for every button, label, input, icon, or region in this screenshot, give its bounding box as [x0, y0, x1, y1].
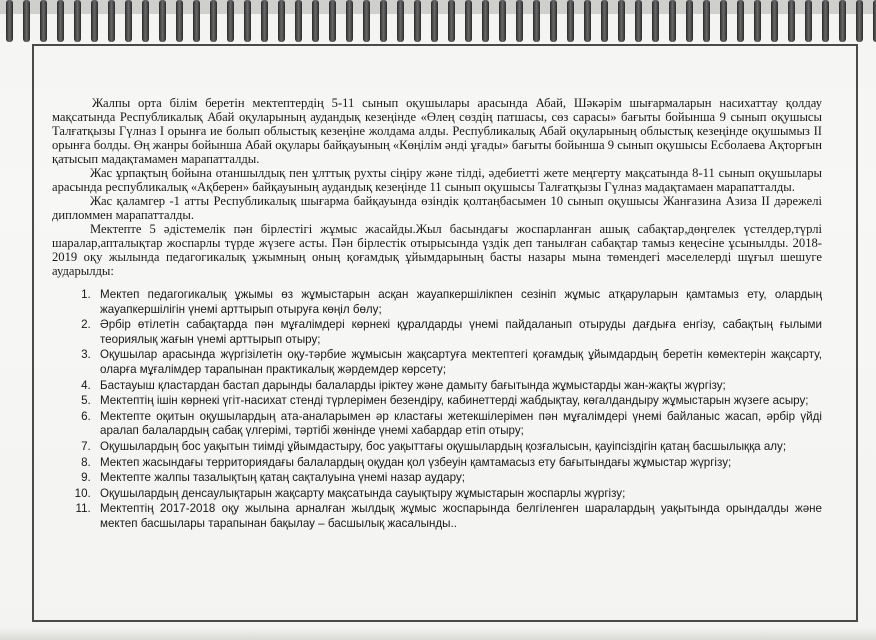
binding-ring	[329, 0, 336, 42]
list-item: 8. Мектеп жасындағы территориядағы балалардың оқудан қол үзбеуін қамтамасыз ету бағытындағы жұмыстар жүргізу;	[94, 456, 822, 471]
binding-ring	[397, 0, 404, 42]
list-item: 6. Мектепте оқитын оқушылардың ата-аналарымен әр кластағы жетекшілерімен пән мұғалімдері үнемі байланыс жасап, әрбір үйді аралап балалардың сабақ үлгерімі, тәртібі жөнінде үнемі хабардар етіп отыру;	[94, 410, 822, 439]
list-item: 2. Әрбір өтілетін сабақтарда пән мұғалімдері көрнекі құралдарды үнемі пайдаланып отыруды дағдыға енгізу, сабақтың ғылыми теориялық жағын үнемі арттырып отыру;	[94, 318, 822, 347]
binding-ring	[142, 0, 149, 42]
binding-ring	[703, 0, 710, 42]
binding-ring	[567, 0, 574, 42]
list-item: 1. Мектеп педагогикалық ұжымы өз жұмыстарын асқан жауапкершілікпен сезініп жұмыс атқаруларын қамтамыз ету, олардың жауапкершілігін үнемі арттырып отыруға көңіл бөлу;	[94, 288, 822, 317]
binding-ring	[278, 0, 285, 42]
binding-ring	[669, 0, 676, 42]
binding-ring	[516, 0, 523, 42]
binding-ring	[737, 0, 744, 42]
list-item: 10. Оқушылардың денсаулықтарын жақсарту мақсатында сауықтыру жұмыстарын жоспарлы жүргізу;	[94, 487, 822, 502]
binding-ring	[771, 0, 778, 42]
list-item: 11. Мектептің 2017-2018 оқу жылына арналған жылдық жұмыс жоспарында белгіленген шаралардың уақытында орындалды және мектеп басшылары тарапынан бақылау – басшылық жасалынды..	[94, 502, 822, 531]
binding-ring	[601, 0, 608, 42]
binding-ring	[414, 0, 421, 42]
paragraph-young-writer: Жас қаламгер -1 атты Республикалық шығарма байқауында өзіндік қолтаңбасымен 10 сынып оқушысы Жанғазина Азиза II дәрежелі дипломмен марапатталды.	[52, 194, 822, 222]
binding-ring	[227, 0, 234, 42]
paragraph-akberen-contest: Жас ұрпақтың бойына отаншылдық пен ұлттық рухты сіңіру және тілді, әдебиетті жете меңгерту мақсатында 8-11 сынып оқушылары арасында республикалық «Ақберен» байқауының аудандық кезеңінде 11 сынып оқушысы Талғатқызы Гүлназ мадақтамаен марапатталды.	[52, 166, 822, 194]
binding-ring	[23, 0, 30, 42]
binding-ring	[839, 0, 846, 42]
binding-ring	[754, 0, 761, 42]
binding-ring	[40, 0, 47, 42]
paragraph-methodical-unions: Мектепте 5 әдістемелік пән бірлестігі жұмыс жасайды.Жыл басындағы жоспарланған ашық сабақтар,дөңгелек үстелдер,түрлі шаралар,апталықтар жоспарлы түрде жүзеге асты. Пән бірлестік отырысында үздік деп танылған сабақтар тамыз кеңесіне ұсынылды. 2018-2019 оқу жылында педагогикалық ұжымның оның қоғамдық ұйымдарының басты назары мына төмендегі мәселелерді шұғыл шешуге аударылды:	[52, 222, 822, 278]
binding-ring	[74, 0, 81, 42]
binding-ring	[346, 0, 353, 42]
binding-ring	[363, 0, 370, 42]
binding-ring	[856, 0, 863, 42]
binding-ring	[6, 0, 13, 42]
paragraph-abai-readings: Жалпы орта білім беретін мектептердің 5-11 сынып оқушылары арасында Абай, Шәкәрім шығармаларын насихаттау қолдау мақсатында Республикалық Абай оқуларының аудандық кезеңінде «Өлең сөздің патшасы, сөз сарасы» бағыты бойынша 9 сынып оқушысы Талғатқызы Гүлназ I орынға ие болып облыстық кезеңіне жолдама алды. Республикалық Абай оқуларының облыстық кезеңінде оқушымыз II орынға болды. Өң жанры бойынша Абай оқулары байқауының «Көңілім әнді ұғады» бағыты бойынша 9 сынып оқушысы Есболаева Ақторғын қатысып мадақтамамен марапатталды.	[52, 96, 822, 166]
tasks-list	[52, 288, 822, 532]
binding-ring	[125, 0, 132, 42]
list-item: 9. Мектепте жалпы тазалықтың қатаң сақталуына үнемі назар аудару;	[94, 471, 822, 486]
binding-ring	[448, 0, 455, 42]
binding-ring	[380, 0, 387, 42]
binding-ring	[482, 0, 489, 42]
binding-ring	[295, 0, 302, 42]
binding-ring	[618, 0, 625, 42]
binding-ring	[159, 0, 166, 42]
binding-ring	[244, 0, 251, 42]
binding-ring	[57, 0, 64, 42]
binding-ring	[805, 0, 812, 42]
binding-ring	[91, 0, 98, 42]
binding-ring	[720, 0, 727, 42]
binding-ring	[176, 0, 183, 42]
list-item: 3. Оқушылар арасында жүргізілетін оқу-тәрбие жұмысын жақсартуға мектептегі қоғамдық ұйымдардың беретін көмектерін жақсарту, оларға мұғалімдер тарапынан практикалық жәрдемдер көрсету;	[94, 348, 822, 377]
binding-ring	[533, 0, 540, 42]
binding-ring	[822, 0, 829, 42]
binding-ring	[261, 0, 268, 42]
binding-ring	[210, 0, 217, 42]
binding-ring	[635, 0, 642, 42]
document-body	[52, 96, 822, 533]
binding-ring	[550, 0, 557, 42]
binding-ring	[686, 0, 693, 42]
binding-ring	[193, 0, 200, 42]
bottom-edge-shadow	[0, 628, 876, 640]
binding-ring	[499, 0, 506, 42]
binding-ring	[108, 0, 115, 42]
binding-ring	[788, 0, 795, 42]
list-item: 4. Бастауыш қластардан бастап дарынды балаларды іріктеу және дамыту бағытында жұмыстарды жан-жақты жүргізу;	[94, 379, 822, 394]
binding-ring	[652, 0, 659, 42]
spiral-binding	[0, 0, 876, 46]
list-item: 5. Мектептің ішін көрнекі үгіт-насихат стенді түрлерімен безендіру, кабинеттерді жабдықтау, көгалдандыру жұмыстарын жүзеге асыру;	[94, 394, 822, 409]
binding-ring	[584, 0, 591, 42]
binding-ring	[312, 0, 319, 42]
binding-ring	[431, 0, 438, 42]
list-item: 7. Оқушылардың бос уақытын тиімді ұйымдастыру, бос уақыттағы оқушылардың қозғалысын, қауіпсіздігін қатаң басшылыққа алу;	[94, 440, 822, 455]
binding-ring	[465, 0, 472, 42]
